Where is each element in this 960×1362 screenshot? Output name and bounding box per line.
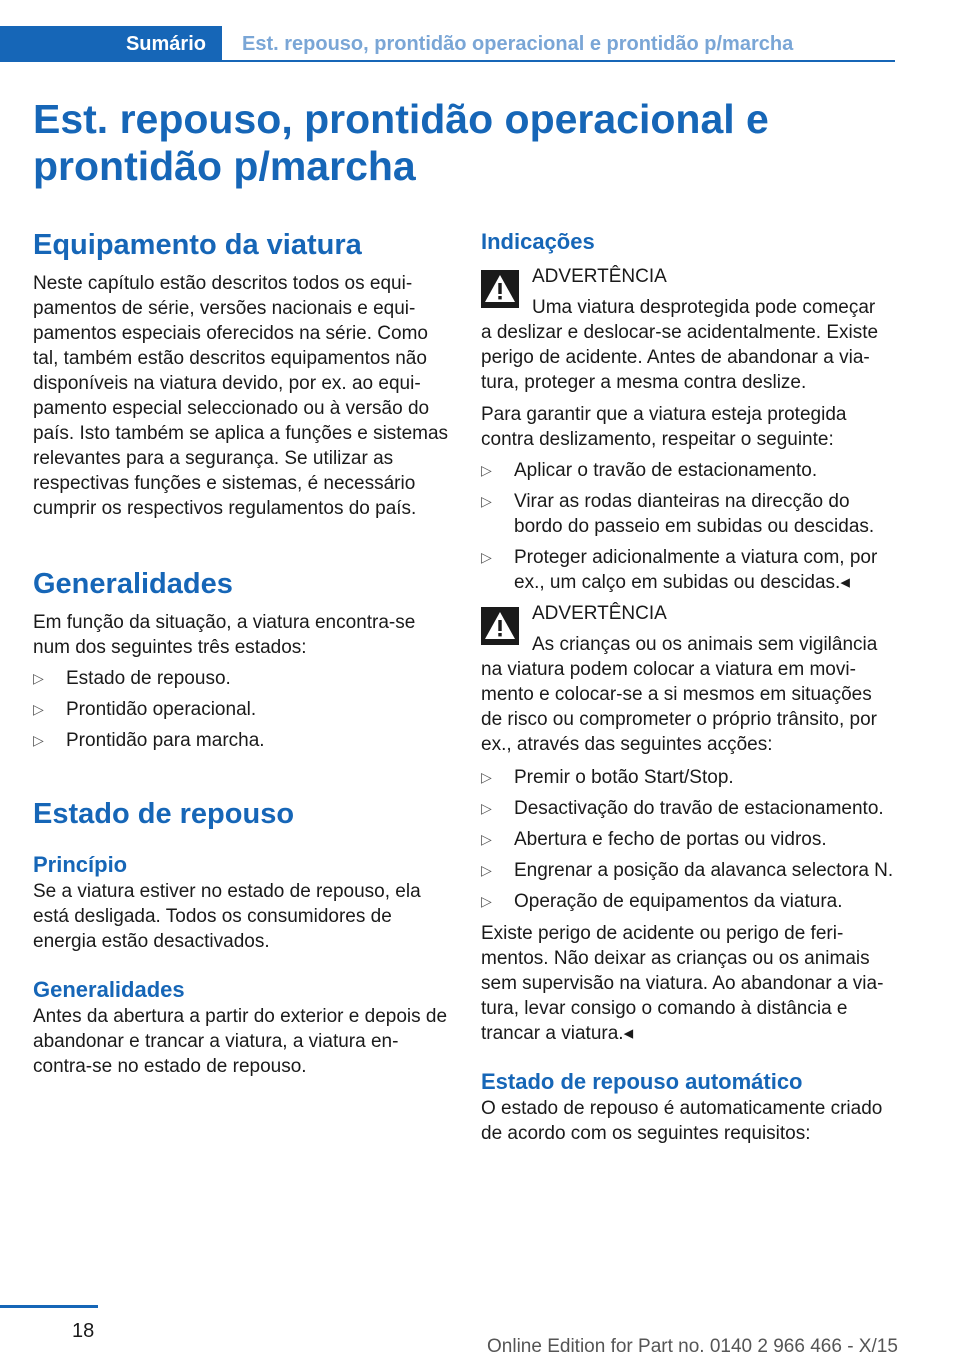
warning-triangle-icon: [481, 270, 519, 308]
triangle-right-icon: ▷: [481, 769, 492, 785]
right-column: [481, 228, 896, 1146]
warning-lead: As crianças ou os animais sem vigilância: [532, 634, 878, 655]
triangle-right-icon: ▷: [33, 732, 44, 748]
list-item: [481, 796, 896, 821]
list-item-text: Estado de repouso.: [66, 668, 231, 689]
list-item: [481, 827, 896, 852]
list-item: [33, 697, 449, 722]
subheading-notes: Indicações: [481, 229, 595, 254]
triangle-right-icon: ▷: [481, 493, 492, 509]
triangle-right-icon: ▷: [481, 549, 492, 565]
triangle-right-icon: ▷: [481, 862, 492, 878]
auto-rest-paragraph: O estado de repouso é automaticamente criado de acordo com os seguintes requisitos:: [481, 1098, 883, 1144]
list-item: [481, 545, 896, 595]
triangle-right-icon: ▷: [481, 462, 492, 478]
list-item-text: Proteger adicionalmente a viatura com, por ex., um calço em subidas ou descidas.◂: [514, 547, 878, 593]
guard-list: [481, 458, 896, 595]
tab-current-section[interactable]: Est. repouso, prontidão operacional e prontidão p/marcha: [242, 33, 794, 55]
list-item: [481, 489, 896, 539]
page-title: Est. repouso, prontidão operacional e prontidão p/marcha: [33, 96, 769, 189]
list-item-text: Abertura e fecho de portas ou vidros.: [514, 829, 827, 850]
warning-label: ADVERTÊNCIA: [532, 603, 667, 624]
action-list: [481, 765, 896, 914]
top-navigation: [0, 26, 895, 62]
list-item: [481, 765, 896, 790]
list-item-text: Virar as rodas dianteiras na direcção do bordo do passeio em subidas ou descidas.: [514, 491, 875, 537]
header-divider: [222, 60, 895, 62]
list-item-text: Prontidão para marcha.: [66, 730, 265, 751]
list-item-text: Desactivação do travão de estacionamento.: [514, 798, 884, 819]
general-paragraph: Em função da situação, a viatura encontra-se num dos seguintes três estados:: [33, 612, 416, 658]
edition-footer: Online Edition for Part no. 0140 2 966 466 - X/15: [487, 1336, 898, 1357]
principle-paragraph: Se a viatura estiver no estado de repouso, ela está desligada. Todos os consumidores de energia estão desactivados.: [33, 881, 421, 952]
warning-lead: Uma viatura desprotegida pode começar: [532, 297, 876, 318]
list-item-text: Prontidão operacional.: [66, 699, 257, 720]
subheading-principle: Princípio: [33, 852, 128, 877]
triangle-right-icon: ▷: [33, 701, 44, 717]
triangle-right-icon: ▷: [481, 800, 492, 816]
list-item-text: Aplicar o travão de estacionamento.: [514, 460, 818, 481]
list-item-text: Premir o botão Start/Stop.: [514, 767, 734, 788]
warning-label: ADVERTÊNCIA: [532, 266, 667, 287]
subheading-auto-rest: Estado de repouso automático: [481, 1069, 803, 1094]
footer-divider: [0, 1305, 98, 1308]
tab-summary[interactable]: Sumário: [0, 26, 222, 62]
risk-paragraph: Existe perigo de acidente ou perigo de ferimentos. Não deixar as crianças ou os animais sem supervisão na viatura. Ao abandonar a viatura, levar consigo o comando à distância e trancar a viatura.◂: [481, 923, 884, 1044]
warning-block: [481, 601, 896, 657]
triangle-right-icon: ▷: [481, 831, 492, 847]
guard-paragraph: Para garantir que a viatura esteja protegida contra deslizamento, respeitar o seguinte:: [481, 404, 847, 450]
list-item-text: Operação de equipamentos da viatura.: [514, 891, 843, 912]
warning-triangle-icon: [481, 607, 519, 645]
warning-block: [481, 264, 896, 320]
list-item-text: Engrenar a posição da alavanca selectora N.: [514, 860, 894, 881]
list-item: [481, 889, 896, 914]
page-number: 18: [72, 1320, 95, 1342]
states-list: [33, 666, 449, 753]
list-item: [33, 728, 449, 753]
section-heading-rest-state: Estado de repouso: [33, 798, 295, 830]
list-item: [481, 858, 896, 883]
section-heading-general: Generalidades: [33, 568, 233, 600]
section-heading-equipment: Equipamento da viatura: [33, 229, 362, 261]
general2-paragraph: Antes da abertura a partir do exterior e depois de abandonar e trancar a viatura, a viatura encontra-se no estado de repouso.: [33, 1006, 448, 1077]
left-column: [33, 228, 449, 1079]
equipment-paragraph: Neste capítulo estão descritos todos os equipamentos de série, versões nacionais e equipamentos especiais oferecidos na série. Como tal, também estão descritos equipamentos não disponíveis na viatura devido, por ex. ao equipamento especial seleccionado ou à versão do país. Isto também se aplica a funções e sistemas relevantes para a segurança. Se utilizar as respectivas funções e sistemas, é necessário cumprir os respectivos regulamentos do país.: [33, 273, 449, 519]
list-item: [33, 666, 449, 691]
triangle-right-icon: ▷: [481, 893, 492, 909]
warning-body: a deslizar e deslocar-se acidentalmente. Existe perigo de acidente. Antes de abandonar a viatura, proteger a mesma contra deslize.: [481, 322, 879, 393]
triangle-right-icon: ▷: [33, 670, 44, 686]
list-item: [481, 458, 896, 483]
subheading-general: Generalidades: [33, 977, 185, 1002]
warning-body: na viatura podem colocar a viatura em movimento e colocar-se a si mesmos em situações de risco ou comprometer o próprio trânsito, por ex., através das seguintes acções:: [481, 659, 878, 755]
